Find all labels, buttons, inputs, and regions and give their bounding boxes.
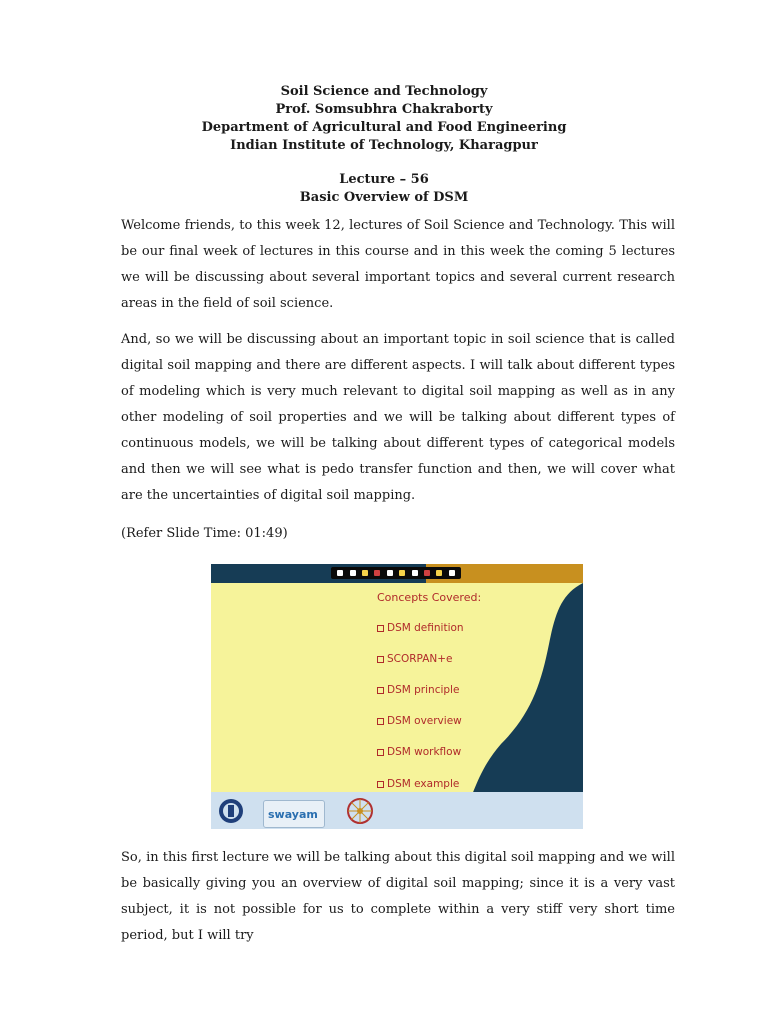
checkbox-icon: [377, 656, 384, 663]
undo-icon: [436, 570, 442, 576]
document-header: [0, 83, 768, 155]
institute-name: Indian Institute of Technology, Kharagpur: [230, 138, 538, 153]
arrow-icon: [350, 570, 356, 576]
color-icon: [424, 570, 430, 576]
pen-icon: [362, 570, 368, 576]
lecture-number: Lecture – 56: [339, 172, 429, 187]
paragraph-intro: Welcome friends, to this week 12, lectures of Soil Science and Technology. This will be our final week of lectures in this course and in this week the coming 5 lectures we will be discussing about several important topics and several current research areas in the field of soil science.: [121, 218, 675, 311]
highlighter-icon: [374, 570, 380, 576]
concept-item: DSM definition: [377, 622, 464, 634]
concept-item: SCORPAN+e: [377, 653, 453, 665]
checkbox-icon: [377, 687, 384, 694]
concept-item: DSM overview: [377, 715, 462, 727]
nptel-wheel-logo-icon: [345, 796, 375, 826]
checkbox-icon: [377, 781, 384, 788]
professor-name: Prof. Somsubhra Chakraborty: [275, 102, 493, 117]
slide-top-bar: [211, 564, 583, 583]
checkbox-icon: [377, 625, 384, 632]
eraser-icon: [387, 570, 393, 576]
checkbox-icon: [377, 749, 384, 756]
lecture-heading: [0, 171, 768, 207]
concept-item: DSM workflow: [377, 746, 461, 758]
swayam-logo-icon: swayam: [263, 800, 325, 828]
concepts-title: Concepts Covered:: [377, 591, 482, 604]
iit-kharagpur-logo-icon: [217, 796, 245, 826]
concept-item: DSM example: [377, 778, 459, 790]
lecture-title: Basic Overview of DSM: [299, 190, 469, 205]
pointer-icon: [337, 570, 343, 576]
course-title: Soil Science and Technology: [280, 84, 488, 99]
paragraph-overview: So, in this first lecture we will be talking about this digital soil mapping and we will be basically giving you an overview of digital soil mapping; since it is a very vast subject, it is not possible for us to complete within a very stiff very short time period, but I will try: [121, 850, 675, 943]
slide-toolbar: [331, 567, 461, 579]
redo-icon: [449, 570, 455, 576]
concept-item: DSM principle: [377, 684, 459, 696]
slide-time-reference: (Refer Slide Time: 01:49): [121, 526, 288, 541]
lecture-slide-image: [211, 564, 583, 829]
shape-icon: [412, 570, 418, 576]
line-icon: [399, 570, 405, 576]
checkbox-icon: [377, 718, 384, 725]
department-name: Department of Agricultural and Food Engineering: [201, 120, 567, 135]
paragraph-topics: And, so we will be discussing about an important topic in soil science that is called digital soil mapping and there are different aspects. I will talk about different types of modeling which is very much relevant to digital soil mapping as well as in any other modeling of soil properties and we will be talking about different types of continuous models, we will be talking about different types of categorical models and then we will see what is pedo transfer function and then, we will cover what are the uncertainties of digital soil mapping.: [121, 332, 675, 503]
